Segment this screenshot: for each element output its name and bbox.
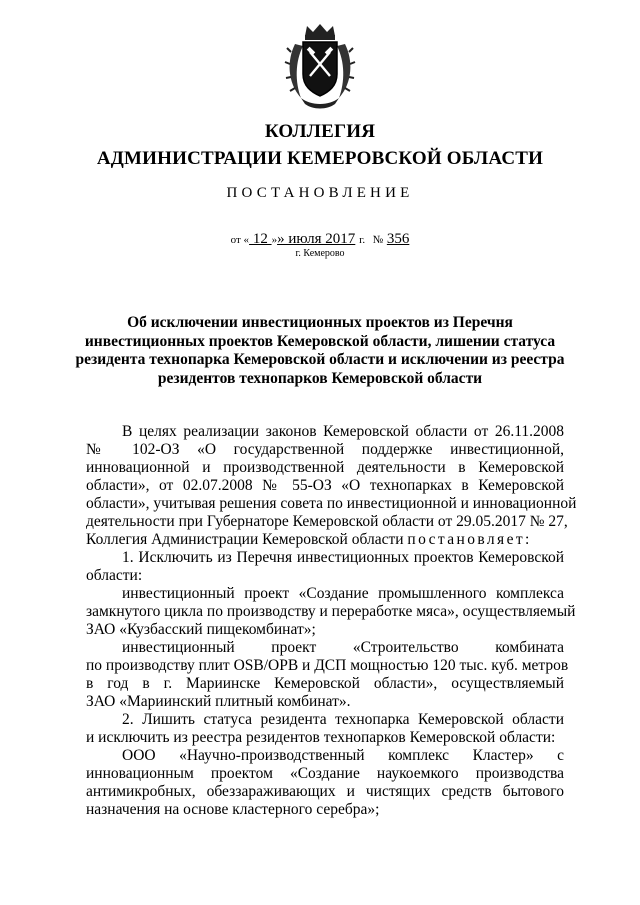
city: г. Кемерово [295,248,345,259]
subject-line: резидента технопарка Кемеровской области и исключении из реестра [75,351,565,368]
subject-line: инвестиционных проектов Кемеровской области, лишении статуса [84,332,556,350]
body-line: замкнутого цикла по производству и переработке мяса», осуществляемый [86,603,576,620]
body-line: по производству плит OSB/OPB и ДСП мощностью 120 тыс. куб. метров [86,657,569,674]
body-line: В целях реализации законов Кемеровской области от 26.11.2008 [122,423,564,440]
document-number: 356 [386,231,410,247]
date-prefix: от « [230,234,250,246]
body-line: антимикробных, обеззараживающих и чистящих средств бытового [86,783,564,800]
org-title-line1: КОЛЛЕГИЯ [264,121,376,142]
body-line: 2. Лишить статуса резидента технопарка Кемеровской области [122,711,564,728]
body-line: назначения на основе кластерного серебра»; [86,801,380,818]
number-prefix: № [372,234,384,246]
body-line: области», учитывая решения совета по инвестиционной и инновационной [86,495,577,512]
document-subject [0,314,640,388]
body-line: ЗАО «Мариинский плитный комбинат». [86,693,351,710]
body-line: и исключить из реестра резидентов технопарков Кемеровской области: [86,729,556,746]
body-line: области», от 02.07.2008 № 55-ОЗ «О технопарках в Кемеровской [86,477,564,494]
body-line: инновационным проектом «Создание наукоемкого производства [86,765,564,782]
date-year-abbr: г. [359,234,366,246]
date-close-quote: » [271,234,278,246]
body-line: ЗАО «Кузбасский пищекомбинат»; [86,621,316,638]
date-day: 12 [249,231,272,247]
org-title-line2: АДМИНИСТРАЦИИ КЕМЕРОВСКОЙ ОБЛАСТИ [96,148,544,169]
body-text-spaced: постановляет: [407,531,532,548]
date-month-year: » июля 2017 [277,231,356,247]
body-line: 1. Исключить из Перечня инвестиционных проектов Кемеровской [122,549,564,566]
body-line: № 102-ОЗ «О государственной поддержке инвестиционной, [86,441,564,458]
body-line: деятельности при Губернаторе Кемеровской области от 29.05.2017 № 27, [86,513,568,530]
body-text: Коллегия Администрации Кемеровской области [86,531,408,548]
body-line: области: [86,567,143,584]
document-type: ПОСТАНОВЛЕНИЕ [226,185,414,201]
body-line: в год в г. Мариинске Кемеровской области», осуществляемый [86,675,564,692]
body-line [86,531,564,549]
body-line: инвестиционный проект «Создание промышленного комплекса [122,585,564,602]
date-number-line [0,231,640,248]
body-line: ООО «Научно-производственный комплекс Кластер» с [122,747,564,764]
subject-line: резидентов технопарков Кемеровской области [157,369,483,387]
body-line: инновационной и производственной деятельности в Кемеровской [86,459,564,476]
subject-line: Об исключении инвестиционных проектов из Перечня [127,314,513,331]
coat-of-arms-emblem [283,22,357,110]
body-line: инвестиционный проект «Строительство комбината [122,639,564,656]
